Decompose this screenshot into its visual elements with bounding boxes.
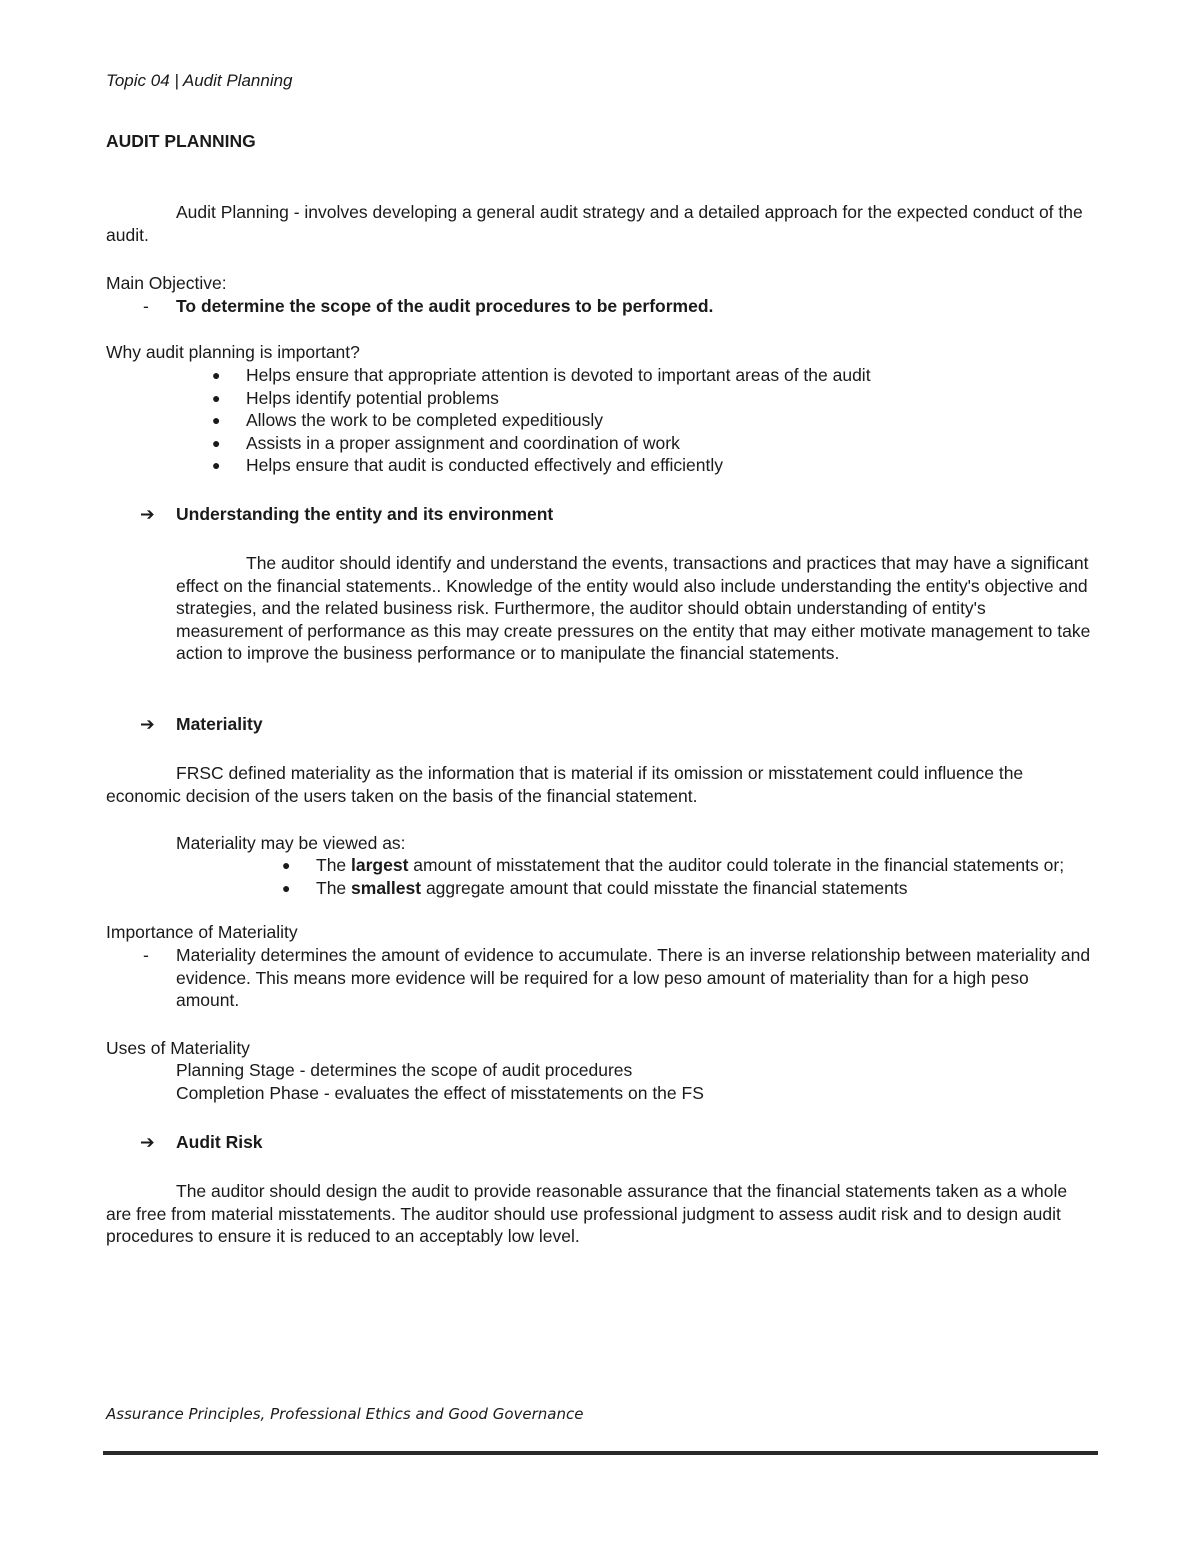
list-item: ● Assists in a proper assignment and coordination of work [212,432,680,453]
importance-item [106,944,1096,1012]
bullet-icon: ● [212,389,221,406]
why-question: Why audit planning is important? [106,342,360,362]
page-footer: Assurance Principles, Professional Ethics and Good Governance [106,1405,584,1423]
materiality-definition: FRSC defined materiality as the information that is material if its omission or misstatement could influence the economic decision of the users taken on the basis of the financial statement. [106,763,1024,806]
bullet-icon: ● [212,412,221,429]
understanding-paragraph: The auditor should identify and understand the events, transactions and practices that may have a significant effect on the financial statements.. Knowledge of the entity would also include understanding the entity's objective and strategies, and the related business risk. Furthermore, the auditor should obtain understanding of entity's measurement of performance as this may create pressures on the entity that may either motivate management to take action to improve the business performance or to manipulate the financial statements. [176,553,1091,664]
bullet-icon: ● [212,367,221,383]
list-item: ● Helps identify potential problems [212,387,499,408]
main-objective-item [106,295,1096,318]
arrow-icon: ➔ [140,1132,155,1152]
section-heading-understanding: ➔ Understanding the entity and its environment [140,504,554,524]
arrow-icon: ➔ [140,504,155,524]
section-heading-materiality: ➔ Materiality [140,714,263,734]
bullet-icon: ● [212,434,221,451]
bullet-icon: ● [282,879,291,896]
audit-risk-paragraph: The auditor should design the audit to provide reasonable assurance that the financial statements taken as a whole are free from material misstatements. The auditor should use professional judgment to assess audit risk and to design audit procedures to ensure it is reduced to an acceptably low level. [106,1181,1068,1247]
why-list [176,364,1096,477]
section-heading-audit-risk: ➔ Audit Risk [140,1132,263,1152]
uses-label: Uses of Materiality [106,1038,250,1058]
importance-label: Importance of Materiality [106,922,298,942]
bullet-icon: ● [212,457,221,474]
main-objective-text: To determine the scope of the audit procedures to be performed. [176,296,714,316]
dash-marker: - [143,296,149,316]
list-item: ● The largest amount of misstatement that the auditor could tolerate in the financial statements or; [282,855,1065,875]
dash-marker: - [143,945,149,965]
list-item: ● The smallest aggregate amount that could misstate the financial statements [282,877,908,898]
list-item: ● Helps ensure that appropriate attention is devoted to important areas of the audit [212,365,871,385]
intro-paragraph: Audit Planning - involves developing a general audit strategy and a detailed approach for the expected conduct of the audit. [106,202,1083,245]
list-item: ● Allows the work to be completed expeditiously [212,410,603,431]
main-objective-label: Main Objective: [106,273,227,293]
materiality-viewed-as: Materiality may be viewed as: [176,833,406,853]
footer-rule [103,1451,1098,1455]
uses-line-completion: Completion Phase - evaluates the effect of misstatements on the FS [176,1083,704,1103]
arrow-icon: ➔ [140,714,155,734]
list-item: ● Helps ensure that audit is conducted effectively and efficiently [212,455,724,476]
materiality-views-list [246,854,1096,899]
page-title: AUDIT PLANNING [106,131,256,151]
page-header: Topic 04 | Audit Planning [106,71,293,90]
bullet-icon: ● [282,857,291,873]
importance-text: Materiality determines the amount of evidence to accumulate. There is an inverse relationship between materiality and evidence. This means more evidence will be required for a low peso amount of materiality than for a high peso amount. [176,945,1091,1011]
uses-line-planning: Planning Stage - determines the scope of audit procedures [176,1060,633,1080]
